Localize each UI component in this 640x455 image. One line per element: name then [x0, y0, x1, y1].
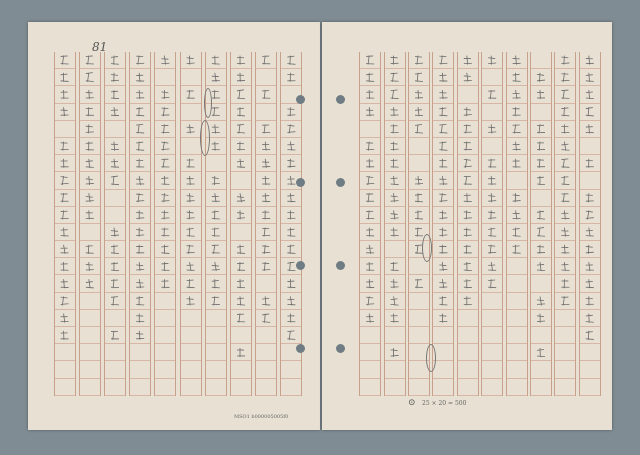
handwritten-character: [366, 107, 374, 116]
handwritten-character: [111, 107, 119, 116]
handwritten-character: [237, 348, 245, 357]
handwritten-character: [212, 124, 220, 133]
handwritten-character: [111, 296, 119, 305]
handwritten-character: [464, 228, 472, 237]
handwritten-character: [136, 73, 144, 82]
handwritten-character: [464, 262, 472, 271]
handwritten-character: [136, 159, 144, 168]
handwritten-character: [237, 210, 245, 219]
handwritten-character: [262, 124, 270, 133]
handwritten-character: [391, 228, 399, 237]
handwritten-character: [464, 142, 472, 151]
handwriting-right: [322, 22, 612, 430]
handwritten-character: [366, 245, 374, 254]
handwritten-character: [262, 142, 270, 151]
handwritten-character: [464, 193, 472, 202]
handwritten-character: [537, 245, 545, 254]
handwritten-character: [415, 210, 423, 219]
handwritten-character: [586, 193, 594, 202]
handwritten-character: [86, 73, 94, 82]
handwritten-character: [161, 193, 169, 202]
handwritten-character: [237, 124, 245, 133]
handwritten-character: [187, 159, 195, 168]
handwritten-character: [136, 314, 144, 323]
handwritten-character: [161, 245, 169, 254]
handwritten-character: [287, 331, 295, 340]
handwritten-character: [464, 107, 472, 116]
handwritten-character: [439, 176, 447, 185]
handwritten-character: [86, 90, 94, 99]
handwritten-character: [61, 176, 69, 185]
handwritten-character: [237, 314, 245, 323]
handwritten-character: [513, 245, 521, 254]
punch-hole: [296, 95, 305, 104]
handwritten-character: [464, 296, 472, 305]
handwritten-character: [513, 210, 521, 219]
handwritten-character: [61, 279, 69, 288]
handwritten-character: [136, 228, 144, 237]
handwritten-character: [86, 142, 94, 151]
handwritten-character: [212, 262, 220, 271]
handwritten-character: [513, 73, 521, 82]
handwritten-character: [366, 90, 374, 99]
handwritten-character: [391, 262, 399, 271]
punch-hole: [336, 344, 345, 353]
handwritten-character: [561, 262, 569, 271]
handwritten-character: [287, 296, 295, 305]
handwritten-character: [586, 124, 594, 133]
handwritten-character: [212, 73, 220, 82]
handwritten-character: [287, 73, 295, 82]
handwritten-character: [61, 228, 69, 237]
handwritten-character: [537, 90, 545, 99]
handwritten-character: [61, 331, 69, 340]
manuscript-page-right: [322, 22, 612, 430]
handwritten-character: [161, 210, 169, 219]
handwritten-character: [61, 245, 69, 254]
handwritten-character: [287, 107, 295, 116]
handwritten-character: [161, 56, 169, 65]
handwritten-character: [464, 73, 472, 82]
handwritten-character: [262, 228, 270, 237]
handwritten-character: [187, 210, 195, 219]
handwritten-character: [287, 176, 295, 185]
handwritten-character: [237, 107, 245, 116]
handwritten-character: [586, 331, 594, 340]
handwriting-left: [28, 22, 320, 430]
handwritten-character: [513, 107, 521, 116]
handwritten-character: [586, 245, 594, 254]
handwritten-character: [161, 159, 169, 168]
handwritten-character: [366, 159, 374, 168]
handwritten-character: [415, 124, 423, 133]
punch-hole: [296, 344, 305, 353]
handwritten-character: [537, 176, 545, 185]
handwritten-character: [212, 176, 220, 185]
handwritten-character: [464, 279, 472, 288]
handwritten-character: [262, 296, 270, 305]
handwritten-character: [415, 107, 423, 116]
handwritten-character: [586, 107, 594, 116]
handwritten-character: [561, 107, 569, 116]
handwritten-character: [237, 193, 245, 202]
handwritten-character: [537, 210, 545, 219]
handwritten-character: [111, 279, 119, 288]
handwritten-character: [136, 176, 144, 185]
handwritten-character: [464, 176, 472, 185]
handwritten-character: [391, 142, 399, 151]
handwritten-character: [586, 210, 594, 219]
handwritten-character: [391, 176, 399, 185]
handwritten-character: [561, 73, 569, 82]
punch-hole: [336, 95, 345, 104]
handwritten-character: [513, 124, 521, 133]
handwritten-character: [237, 56, 245, 65]
handwritten-character: [262, 262, 270, 271]
handwritten-character: [439, 90, 447, 99]
handwritten-character: [391, 107, 399, 116]
handwritten-character: [439, 159, 447, 168]
handwritten-character: [237, 159, 245, 168]
handwritten-character: [537, 314, 545, 323]
handwritten-character: [513, 90, 521, 99]
handwritten-character: [86, 124, 94, 133]
circle-mark-icon: ⊙: [408, 398, 416, 408]
handwritten-character: [111, 159, 119, 168]
handwritten-character: [561, 142, 569, 151]
handwritten-character: [561, 124, 569, 133]
handwritten-character: [136, 210, 144, 219]
handwritten-character: [262, 176, 270, 185]
handwritten-character: [262, 193, 270, 202]
handwritten-character: [262, 56, 270, 65]
handwritten-character: [262, 210, 270, 219]
handwritten-character: [237, 245, 245, 254]
handwritten-character: [464, 210, 472, 219]
annotation-circle: [422, 234, 432, 262]
handwritten-character: [488, 279, 496, 288]
handwritten-character: [439, 142, 447, 151]
handwritten-character: [187, 279, 195, 288]
handwritten-character: [439, 296, 447, 305]
handwritten-character: [464, 124, 472, 133]
handwritten-character: [111, 56, 119, 65]
handwritten-character: [513, 56, 521, 65]
handwritten-character: [86, 279, 94, 288]
handwritten-character: [187, 124, 195, 133]
handwritten-character: [415, 73, 423, 82]
handwritten-character: [561, 56, 569, 65]
handwritten-character: [464, 245, 472, 254]
handwritten-character: [537, 296, 545, 305]
handwritten-character: [212, 56, 220, 65]
handwritten-character: [537, 228, 545, 237]
handwritten-character: [513, 228, 521, 237]
handwritten-character: [537, 124, 545, 133]
handwritten-character: [212, 210, 220, 219]
handwritten-character: [187, 56, 195, 65]
handwritten-character: [488, 159, 496, 168]
handwritten-character: [136, 193, 144, 202]
handwritten-character: [161, 279, 169, 288]
punch-hole: [296, 261, 305, 270]
handwritten-character: [237, 90, 245, 99]
handwritten-character: [391, 210, 399, 219]
handwritten-character: [439, 279, 447, 288]
handwritten-character: [86, 193, 94, 202]
handwritten-character: [391, 193, 399, 202]
handwritten-character: [136, 296, 144, 305]
handwritten-character: [161, 107, 169, 116]
handwritten-character: [86, 159, 94, 168]
handwritten-character: [287, 262, 295, 271]
handwritten-character: [513, 193, 521, 202]
annotation-circle: [204, 88, 212, 118]
handwritten-character: [586, 279, 594, 288]
handwritten-character: [439, 228, 447, 237]
handwritten-character: [488, 90, 496, 99]
handwritten-character: [464, 56, 472, 65]
manuscript-page-left: [28, 22, 320, 430]
handwritten-character: [415, 279, 423, 288]
handwritten-character: [537, 348, 545, 357]
handwritten-character: [287, 210, 295, 219]
handwritten-character: [287, 228, 295, 237]
handwritten-character: [287, 124, 295, 133]
page-footer: 25 × 20 = 500: [422, 400, 467, 407]
handwritten-character: [586, 314, 594, 323]
handwritten-character: [513, 142, 521, 151]
handwritten-character: [586, 228, 594, 237]
handwritten-character: [61, 296, 69, 305]
handwritten-character: [586, 296, 594, 305]
handwritten-character: [391, 348, 399, 357]
handwritten-character: [136, 245, 144, 254]
handwritten-character: [111, 90, 119, 99]
handwritten-character: [287, 159, 295, 168]
handwritten-character: [287, 279, 295, 288]
handwritten-character: [586, 56, 594, 65]
handwritten-character: [136, 331, 144, 340]
handwritten-character: [237, 142, 245, 151]
handwritten-character: [561, 296, 569, 305]
handwritten-character: [61, 90, 69, 99]
annotation-circle: [200, 120, 210, 156]
handwritten-character: [366, 73, 374, 82]
handwritten-character: [136, 107, 144, 116]
handwritten-character: [439, 124, 447, 133]
handwritten-character: [561, 279, 569, 288]
handwritten-character: [439, 210, 447, 219]
handwritten-character: [391, 314, 399, 323]
handwritten-character: [237, 262, 245, 271]
handwritten-character: [537, 142, 545, 151]
handwritten-character: [561, 245, 569, 254]
handwritten-character: [586, 159, 594, 168]
handwritten-character: [86, 56, 94, 65]
handwritten-character: [111, 262, 119, 271]
handwritten-character: [187, 176, 195, 185]
handwritten-character: [161, 142, 169, 151]
handwritten-character: [61, 159, 69, 168]
handwritten-character: [488, 262, 496, 271]
handwritten-character: [366, 314, 374, 323]
handwritten-character: [61, 210, 69, 219]
handwritten-character: [111, 245, 119, 254]
handwritten-character: [237, 296, 245, 305]
handwritten-character: [366, 210, 374, 219]
handwritten-character: [212, 90, 220, 99]
handwritten-character: [537, 262, 545, 271]
handwritten-character: [287, 314, 295, 323]
handwritten-character: [187, 296, 195, 305]
handwritten-character: [439, 262, 447, 271]
handwritten-character: [561, 193, 569, 202]
handwritten-character: [61, 262, 69, 271]
handwritten-character: [212, 228, 220, 237]
handwritten-character: [111, 73, 119, 82]
handwritten-character: [212, 245, 220, 254]
handwritten-character: [287, 245, 295, 254]
handwritten-character: [61, 193, 69, 202]
handwritten-character: [287, 193, 295, 202]
handwritten-character: [237, 279, 245, 288]
handwritten-character: [391, 279, 399, 288]
handwritten-character: [212, 107, 220, 116]
handwritten-character: [161, 262, 169, 271]
handwritten-character: [187, 262, 195, 271]
handwritten-character: [61, 142, 69, 151]
handwritten-character: [111, 142, 119, 151]
handwritten-character: [161, 228, 169, 237]
handwritten-character: [366, 296, 374, 305]
handwritten-character: [439, 73, 447, 82]
handwritten-character: [86, 245, 94, 254]
handwritten-character: [86, 210, 94, 219]
handwritten-character: [488, 124, 496, 133]
handwritten-character: [415, 228, 423, 237]
handwritten-character: [212, 142, 220, 151]
handwritten-character: [366, 279, 374, 288]
handwritten-character: [61, 56, 69, 65]
handwritten-character: [86, 262, 94, 271]
handwritten-character: [262, 90, 270, 99]
handwritten-character: [464, 159, 472, 168]
handwritten-character: [212, 279, 220, 288]
handwritten-character: [561, 90, 569, 99]
handwritten-character: [488, 245, 496, 254]
handwritten-character: [237, 73, 245, 82]
handwritten-character: [61, 73, 69, 82]
handwritten-character: [439, 245, 447, 254]
handwritten-character: [287, 56, 295, 65]
handwritten-character: [187, 193, 195, 202]
handwritten-character: [391, 56, 399, 65]
handwritten-character: [488, 228, 496, 237]
handwritten-character: [161, 124, 169, 133]
page-footer: MSO1 b000005005f0: [234, 414, 289, 420]
handwritten-character: [537, 73, 545, 82]
handwritten-character: [439, 56, 447, 65]
handwritten-character: [537, 159, 545, 168]
handwritten-character: [86, 176, 94, 185]
handwritten-character: [561, 176, 569, 185]
punch-hole: [336, 178, 345, 187]
handwritten-character: [187, 90, 195, 99]
handwritten-character: [391, 124, 399, 133]
handwritten-character: [415, 176, 423, 185]
handwritten-character: [262, 245, 270, 254]
handwritten-character: [136, 56, 144, 65]
handwritten-character: [262, 159, 270, 168]
handwritten-character: [561, 210, 569, 219]
handwritten-character: [488, 210, 496, 219]
handwritten-character: [61, 107, 69, 116]
handwritten-character: [366, 193, 374, 202]
handwritten-character: [287, 142, 295, 151]
handwritten-character: [86, 107, 94, 116]
handwritten-character: [111, 176, 119, 185]
annotation-circle: [426, 344, 436, 372]
handwritten-character: [439, 193, 447, 202]
handwritten-character: [488, 56, 496, 65]
handwritten-character: [513, 159, 521, 168]
handwritten-character: [586, 262, 594, 271]
punch-hole: [296, 178, 305, 187]
handwritten-character: [212, 193, 220, 202]
handwritten-character: [366, 56, 374, 65]
handwritten-character: [561, 159, 569, 168]
handwritten-character: [161, 176, 169, 185]
page-number: 81: [92, 40, 108, 54]
handwritten-character: [488, 193, 496, 202]
handwritten-character: [161, 90, 169, 99]
handwritten-character: [439, 107, 447, 116]
handwritten-character: [391, 73, 399, 82]
handwritten-character: [561, 228, 569, 237]
punch-hole: [336, 261, 345, 270]
handwritten-character: [136, 124, 144, 133]
handwritten-character: [136, 90, 144, 99]
handwritten-character: [439, 314, 447, 323]
handwritten-character: [586, 90, 594, 99]
handwritten-character: [391, 296, 399, 305]
handwritten-character: [366, 142, 374, 151]
handwritten-character: [187, 245, 195, 254]
handwritten-character: [586, 73, 594, 82]
handwritten-character: [61, 314, 69, 323]
handwritten-character: [136, 279, 144, 288]
handwritten-character: [366, 228, 374, 237]
handwritten-character: [391, 159, 399, 168]
handwritten-character: [415, 56, 423, 65]
handwritten-character: [212, 296, 220, 305]
handwritten-character: [415, 90, 423, 99]
handwritten-character: [136, 142, 144, 151]
handwritten-character: [391, 90, 399, 99]
handwritten-character: [366, 262, 374, 271]
handwritten-character: [111, 331, 119, 340]
handwritten-character: [366, 176, 374, 185]
handwritten-character: [187, 228, 195, 237]
handwritten-character: [136, 262, 144, 271]
handwritten-character: [415, 193, 423, 202]
handwritten-character: [262, 314, 270, 323]
handwritten-character: [488, 176, 496, 185]
handwritten-character: [111, 228, 119, 237]
